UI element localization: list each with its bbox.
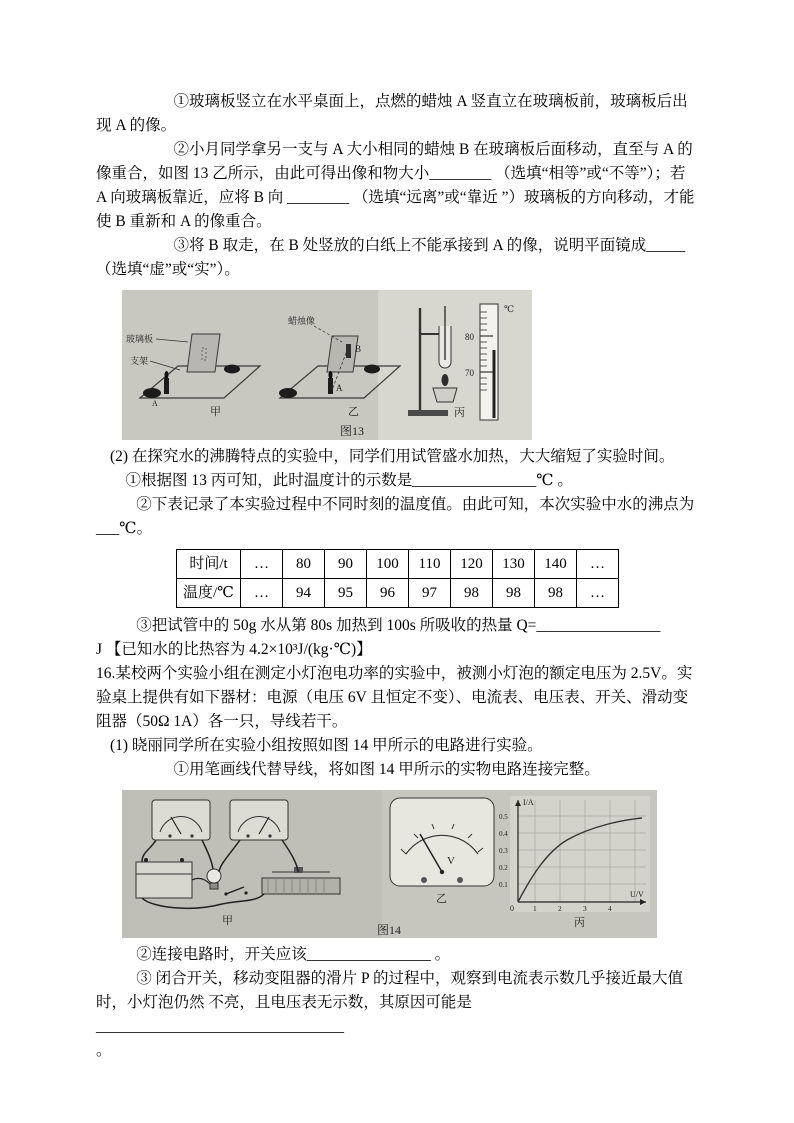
graph-xtick: 4	[608, 904, 612, 913]
item-1-step3: ③将 B 取走，在 B 处竖放的白纸上不能承接到 A 的像，说明平面镜成_____ （选填“虚”或“实”）。	[96, 237, 686, 278]
graph-xlabel: U/V	[630, 890, 644, 899]
table-cell: 98	[535, 579, 577, 608]
graph-xtick: 3	[583, 904, 587, 913]
item-2-step1: ①根据图 13 丙可知，此时温度计的示数是________________℃ 。	[125, 472, 573, 489]
q16-part1-step1: ①用笔画线代替导线，将如图 14 甲所示的实物电路连接完整。	[173, 761, 600, 778]
figure-14	[122, 790, 698, 938]
figure13-illustration	[122, 290, 532, 440]
graph-xtick: 1	[533, 904, 537, 913]
label-jia: 甲	[222, 915, 233, 927]
item-2-intro: (2) 在探究水的沸腾特点的实验中，同学们用试管盛水加热，大大缩短了实验时间。	[109, 448, 675, 465]
item-1-step2: ②小月同学拿另一支与 A 大小相同的蜡烛 B 在玻璃板后面移动，直至与 A 的像重合，如图 13 乙所示，由此可得出像和物大小________ （选填“相等”或“不等”）；若 A 向玻璃板靠近，应将 B 向 ________ （选填“远离”或“靠近 ”）玻璃板的方向移动，才能使 B 重新和 A 的像重合。	[96, 141, 695, 230]
table-cell: 100	[367, 550, 409, 579]
table-cell: …	[241, 550, 283, 579]
table-cell: 95	[325, 579, 367, 608]
temperature-table	[176, 549, 619, 608]
table-cell: 120	[451, 550, 493, 579]
graph-ytick: 0.2	[499, 864, 508, 872]
graph-ytick: 0.1	[499, 881, 508, 889]
item-2-step3-cont: J 【已知水的比热容为 4.2×10³J/(kg·℃)】	[96, 641, 372, 658]
table-cell: …	[577, 579, 619, 608]
graph-origin-label: 0	[510, 904, 514, 913]
table-cell: 97	[409, 579, 451, 608]
table-cell: 98	[451, 579, 493, 608]
table-cell: 98	[493, 579, 535, 608]
table-cell: 96	[367, 579, 409, 608]
stand-label: 支架	[130, 356, 149, 366]
table-cell: 时间/t	[177, 550, 241, 579]
table-cell: 90	[325, 550, 367, 579]
table-cell: 130	[493, 550, 535, 579]
glass-plate-label: 玻璃板	[126, 334, 154, 344]
figure-13	[122, 290, 698, 440]
label-yi: 乙	[348, 406, 359, 418]
table-row-temperature	[177, 579, 619, 608]
graph-ytick: 0.5	[499, 813, 508, 821]
figure13-caption: 图13	[340, 424, 365, 438]
label-bing: 丙	[454, 407, 465, 419]
table-cell: …	[577, 550, 619, 579]
graph-ylabel: I/A	[523, 798, 534, 807]
q16-part1-step3: ③ 闭合开关，移动变阻器的滑片 P 的过程中，观察到电流表示数几乎接近最大值时，小灯泡仍然 不亮，且电压表无示数，其原因可能是________________________________	[96, 970, 683, 1035]
meter-unit-label: V	[447, 855, 455, 867]
table-cell: 94	[283, 579, 325, 608]
table-row-time	[177, 550, 619, 579]
candle-a2-label: A	[336, 383, 343, 393]
item-1-step1: ①玻璃板竖立在水平桌面上，点燃的蜡烛 A 竖直立在玻璃板前，玻璃板后出现 A 的像。	[96, 93, 688, 134]
candle-a-label: A	[152, 399, 158, 408]
thermo-unit-label: ℃	[504, 304, 515, 314]
subfigure-bing-iu-graph	[499, 796, 650, 929]
label-bing: 丙	[574, 917, 585, 929]
item-2-step3: ③把试管中的 50g 水从第 80s 加热到 100s 所吸收的热量 Q=________________	[136, 617, 661, 634]
table-cell: 80	[283, 550, 325, 579]
figure14-illustration	[122, 790, 657, 938]
thermo-80-label: 80	[465, 332, 474, 342]
q16-part1-step2: ②连接电路时，开关应该________________ 。	[136, 946, 451, 963]
q16-part1-step3-end: 。	[96, 1042, 112, 1059]
graph-ytick: 0.4	[499, 830, 508, 838]
item-2-step2: ②下表记录了本实验过程中不同时刻的温度值。由此可知，本次实验中水的沸点为___℃。	[96, 496, 695, 537]
label-yi: 乙	[436, 893, 447, 905]
candle-b-label: B	[355, 344, 362, 354]
q16-part1: (1) 晓丽同学所在实验小组按照如图 14 甲所示的电路进行实验。	[109, 737, 543, 754]
graph-ytick: 0.3	[499, 847, 508, 855]
candle-image-label: 蜡烛像	[288, 316, 316, 326]
table-cell: 110	[409, 550, 451, 579]
table-cell: …	[241, 579, 283, 608]
label-jia: 甲	[210, 406, 221, 418]
graph-xtick: 2	[558, 904, 562, 913]
thermo-70-label: 70	[465, 368, 474, 378]
figure14-caption: 图14	[377, 923, 402, 937]
table-cell: 140	[535, 550, 577, 579]
question-16-intro: 16.某校两个实验小组在测定小灯泡电功率的实验中，被测小灯泡的额定电压为 2.5V。实验桌上提供有如下器材：电源（电压 6V 且恒定不变）、电流表、电压表、开关、滑动变阻器（50Ω 1A）各一只，导线若干。	[96, 665, 693, 730]
table-cell: 温度/℃	[177, 579, 241, 608]
